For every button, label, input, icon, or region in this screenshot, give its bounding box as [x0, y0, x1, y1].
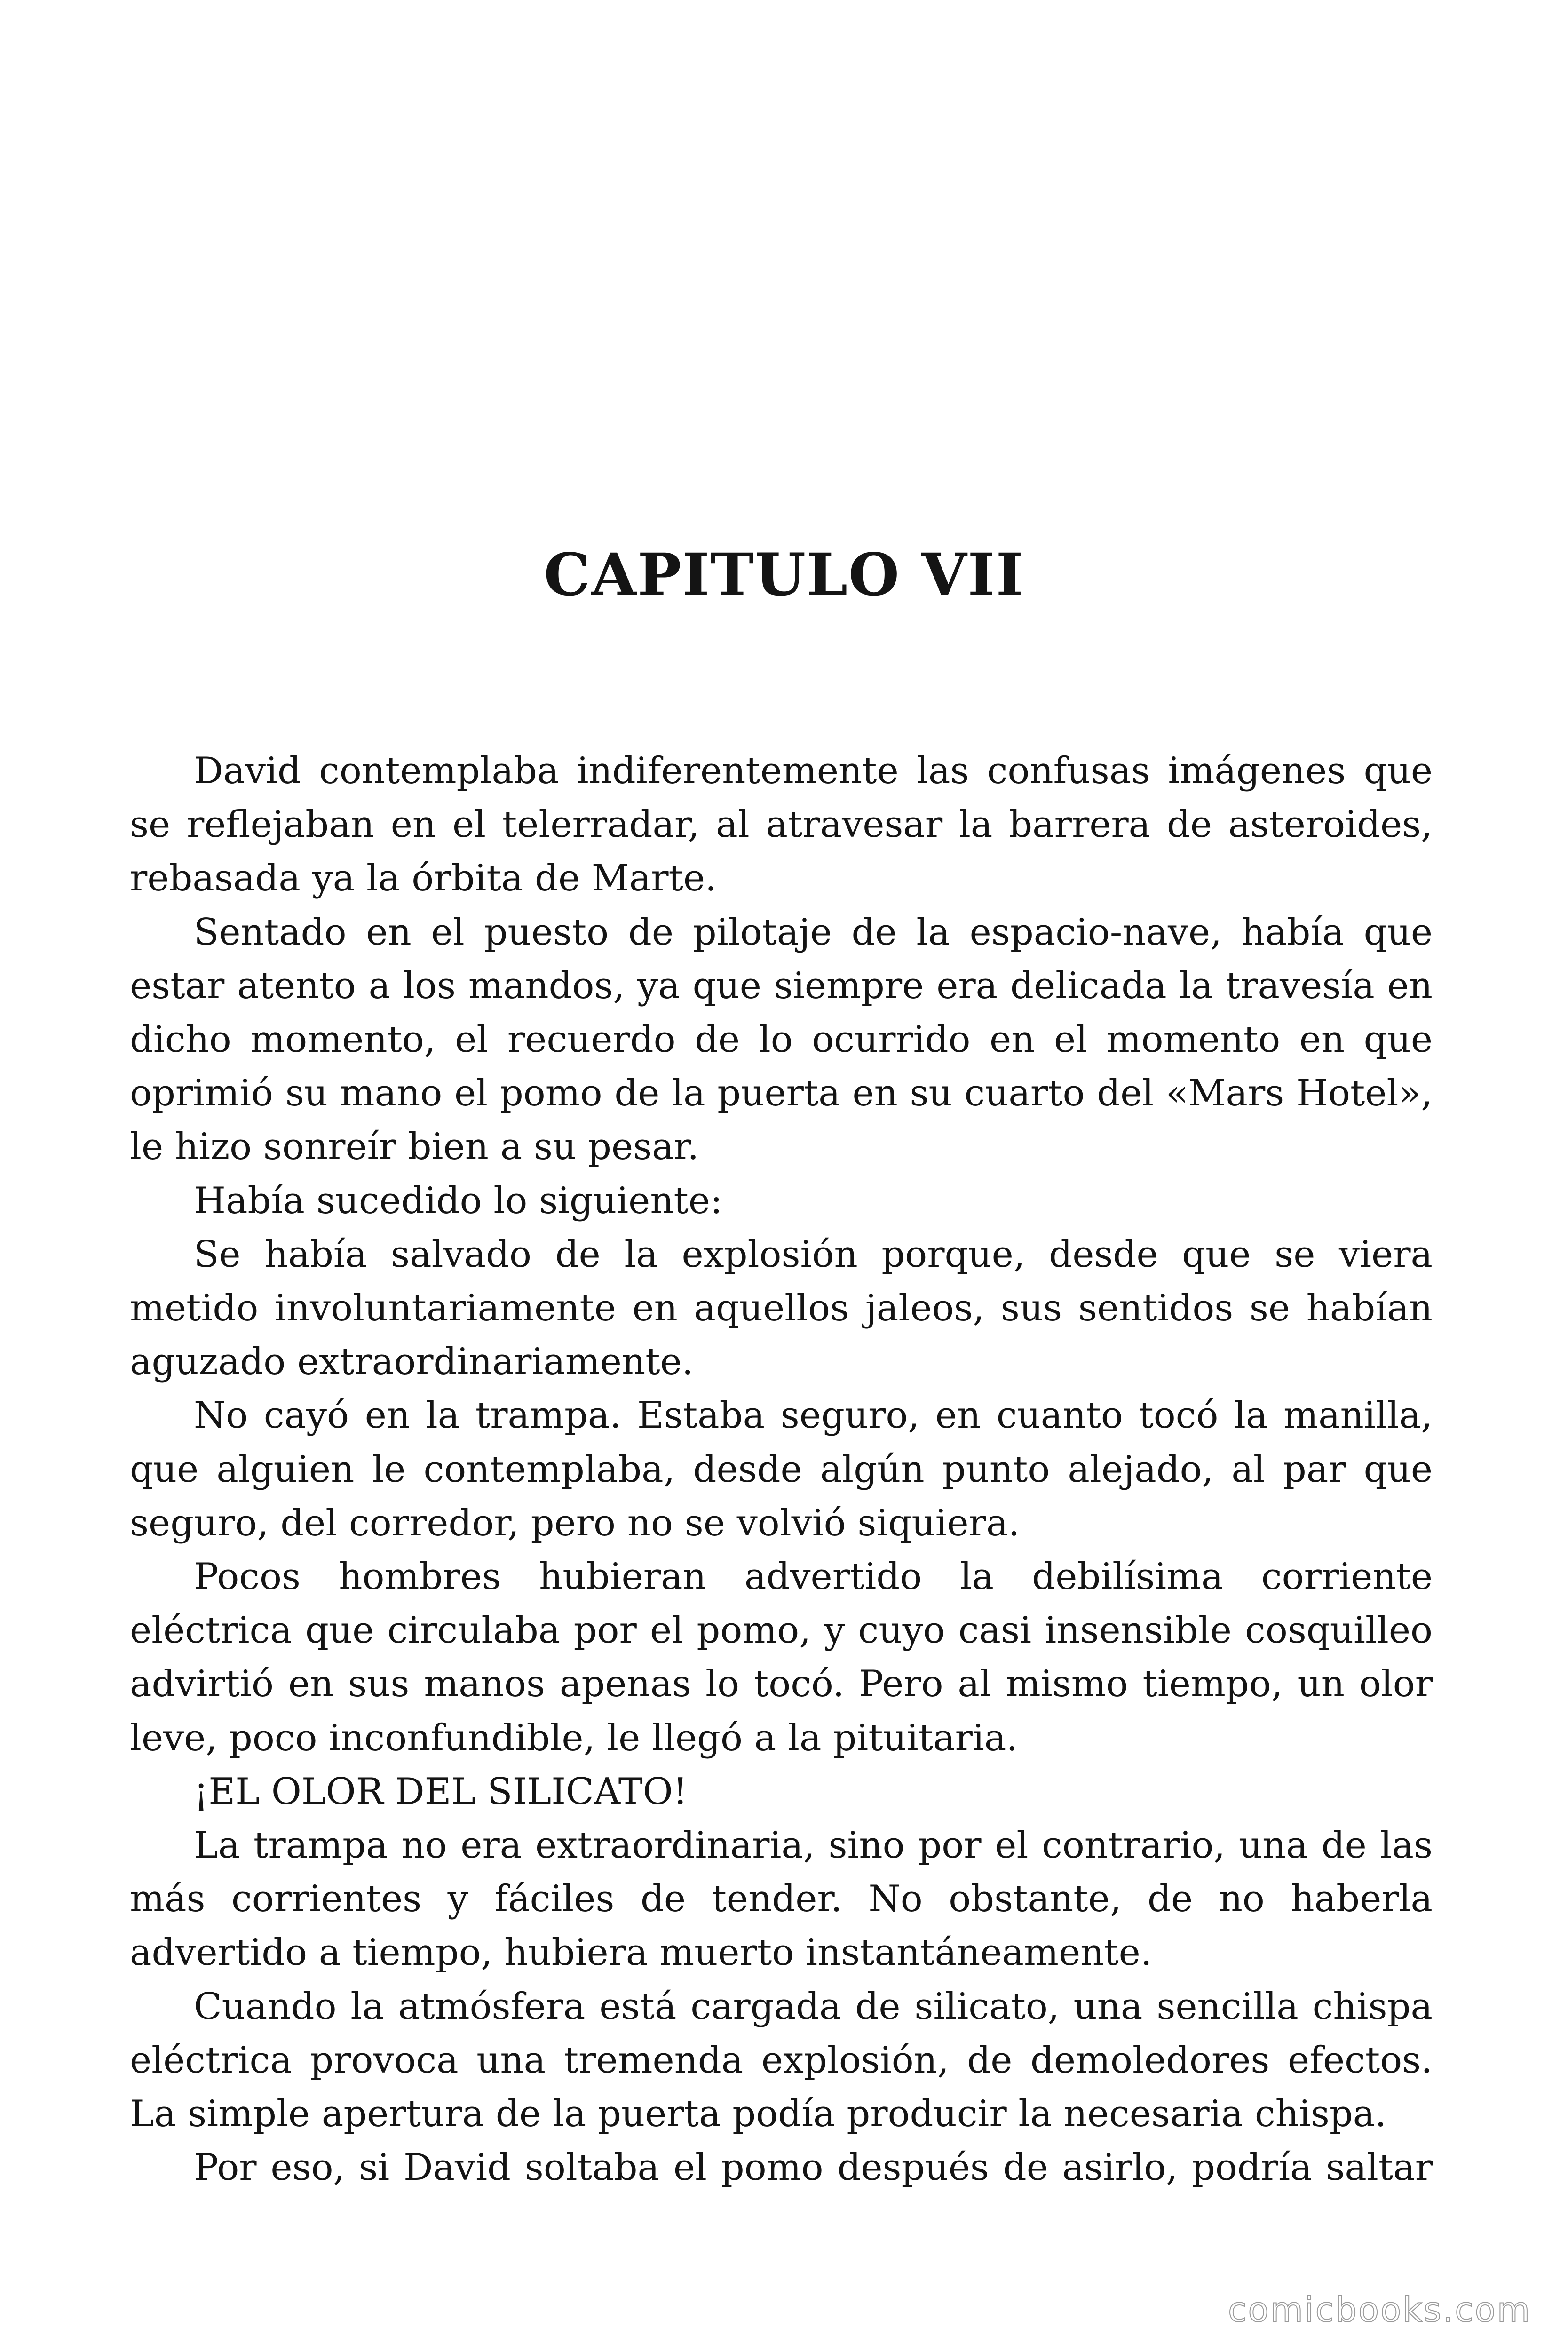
paragraph-2: Sentado en el puesto de pilotaje de la espacio-nave, había que estar atento a los mandos, ya que siempre era delicada la travesía en dicho momento, el recuerdo de lo ocurrido en el momento en que oprimió su mano el pomo de la puerta en su cuarto del «Mars Hotel», le hizo sonreír bien a su pesar. [130, 911, 1433, 1168]
paragraph-9: Cuando la atmósfera está cargada de silicato, una sencilla chispa eléctrica provoca una tremenda explosión, de demoledores efectos. La simple apertura de la puerta podía producir la necesaria chispa. [130, 1985, 1433, 2136]
watermark: comicbooks.com [1227, 2290, 1531, 2329]
paragraph-4: Se había salvado de la explosión porque, desde que se viera metido involuntariamente en aquellos jaleos, sus sentidos se habían aguzado extraordinariamente. [130, 1233, 1433, 1383]
chapter-body [130, 744, 1433, 2194]
paragraph-10: Por eso, si David soltaba el pomo después de asirlo, podría saltar [194, 2146, 1433, 2189]
paragraph-3: Había sucedido lo siguiente: [194, 1179, 723, 1222]
paragraph-5: No cayó en la trampa. Estaba seguro, en cuanto tocó la manilla, que alguien le contemplaba, desde algún punto alejado, al par que seguro, del corredor, pero no se volvió siquiera. [130, 1394, 1433, 1544]
chapter-title: CAPITULO VII [544, 541, 1024, 609]
paragraph-6: Pocos hombres hubieran advertido la debilísima corriente eléctrica que circulaba por el pomo, y cuyo casi insensible cosquilleo advirtió en sus manos apenas lo tocó. Pero al mismo tiempo, un olor leve, poco inconfundible, le llegó a la pituitaria. [130, 1556, 1433, 1759]
paragraph-7: ¡EL OLOR DEL SILICATO! [194, 1770, 688, 1813]
paragraph-1: David contemplaba indiferentemente las confusas imágenes que se reflejaban en el telerradar, al atravesar la barrera de asteroides, rebasada ya la órbita de Marte. [130, 750, 1433, 900]
paragraph-8: La trampa no era extraordinaria, sino por el contrario, una de las más corrientes y fáciles de tender. No obstante, de no haberla advertido a tiempo, hubiera muerto instantáneamente. [130, 1824, 1433, 1974]
